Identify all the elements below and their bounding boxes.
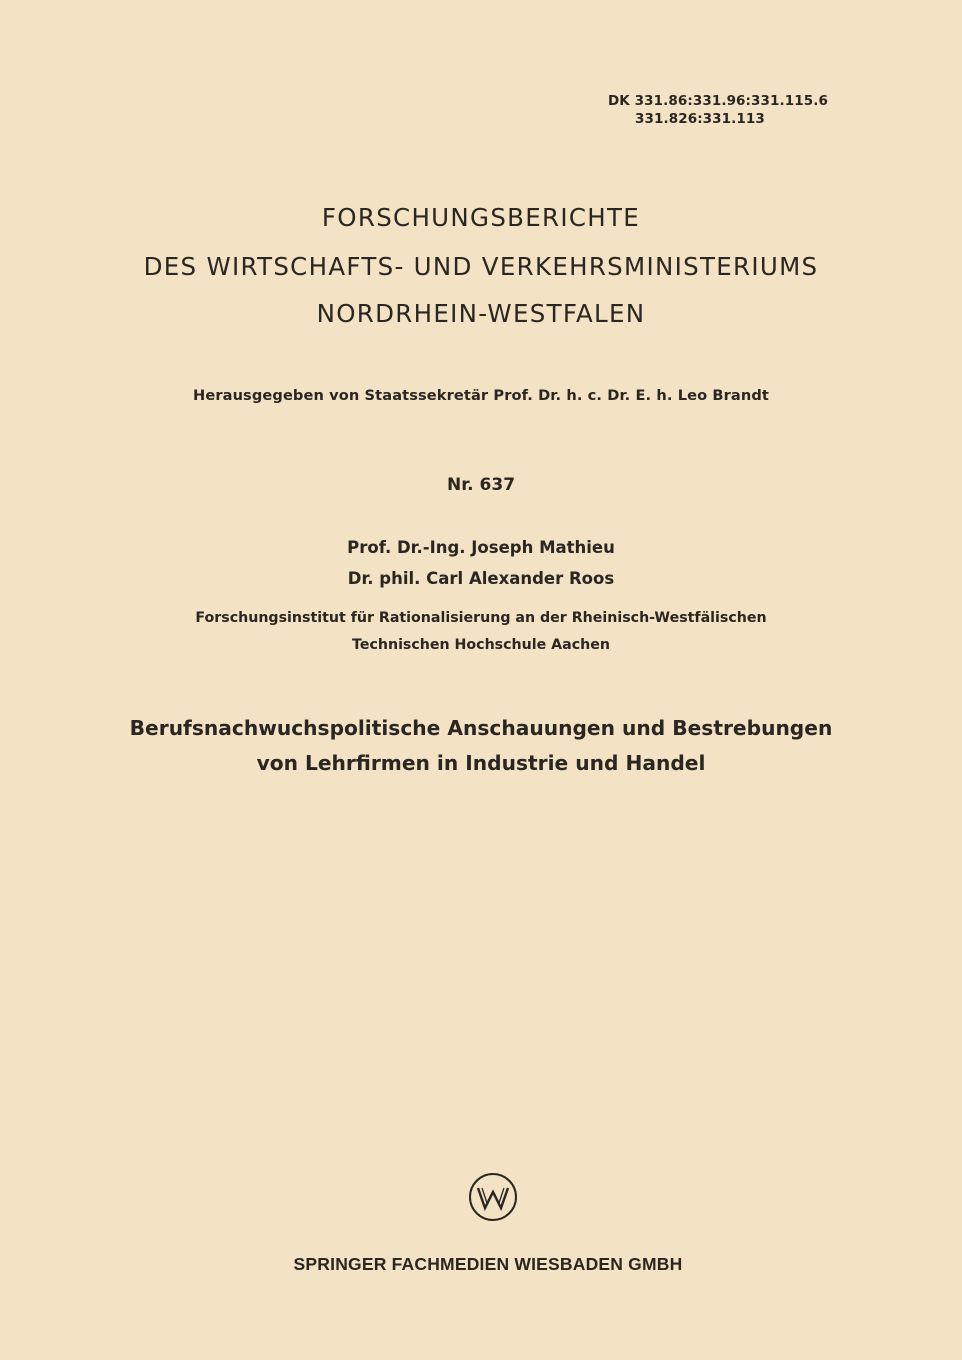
author-2: Dr. phil. Carl Alexander Roos: [347, 569, 615, 588]
book-title-line-2: von Lehrfirmen in Industrie und Handel: [256, 751, 706, 775]
series-title-line-3: NORDRHEIN-WESTFALEN: [316, 299, 646, 328]
publisher-name: SPRINGER FACHMEDIEN WIESBADEN GMBH: [293, 1254, 683, 1274]
series-title-line-2: DES WIRTSCHAFTS- UND VERKEHRSMINISTERIUMS: [143, 252, 819, 281]
author-1: Prof. Dr.-Ing. Joseph Mathieu: [347, 538, 615, 557]
book-title-line-1: Berufsnachwuchspolitische Anschauungen und Bestrebungen: [129, 716, 833, 740]
classification-line-2: 331.826:331.113: [635, 111, 765, 127]
institute-line-1: Forschungsinstitut für Rationalisierung an der Rheinisch-Westfälischen: [195, 610, 767, 626]
publisher-logo-icon: [468, 1172, 518, 1222]
editor-line: Herausgegeben von Staatssekretär Prof. Dr. h. c. Dr. E. h. Leo Brandt: [193, 387, 769, 404]
series-title-line-1: FORSCHUNGSBERICHTE: [321, 203, 641, 232]
institute-line-2: Technischen Hochschule Aachen: [352, 637, 610, 653]
classification-code: [608, 92, 828, 128]
issue-number: Nr. 637: [446, 475, 516, 495]
classification-line-1: DK 331.86:331.96:331.115.6: [608, 93, 828, 109]
